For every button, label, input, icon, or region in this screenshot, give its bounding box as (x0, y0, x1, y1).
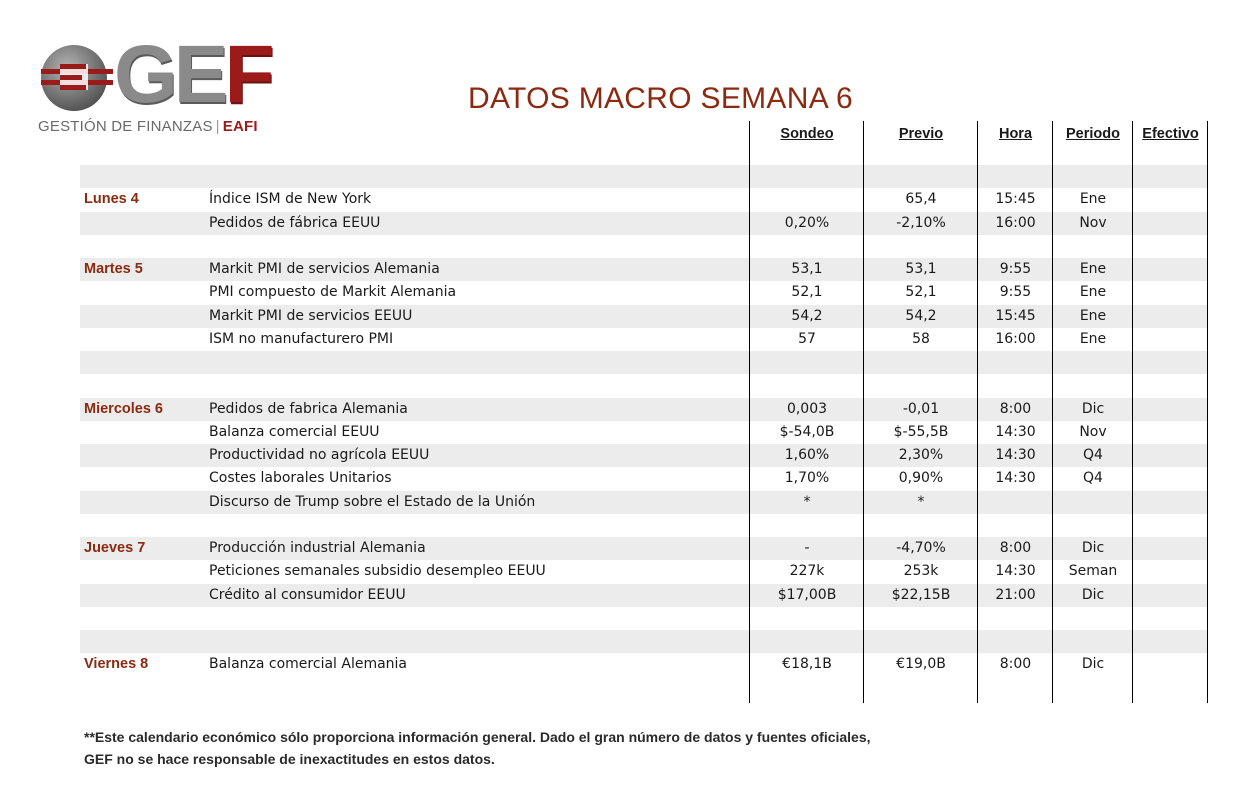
hora-cell: 9:55 (999, 261, 1032, 277)
table-row (80, 351, 1208, 374)
sondeo-cell: 57 (798, 330, 816, 347)
table-row (80, 188, 1208, 211)
sondeo-cell: - (804, 540, 810, 556)
header-efectivo: Efectivo (1142, 126, 1199, 142)
table-row (80, 281, 1208, 304)
gef-wordmark: GEF (114, 29, 271, 120)
previo-cell: $-55,5B (893, 423, 949, 440)
sondeo-cell: 53,1 (791, 261, 823, 277)
table-row (80, 537, 1208, 560)
periodo-cell: Ene (1079, 261, 1107, 277)
column-divider (749, 121, 750, 703)
table-row (80, 444, 1208, 467)
periodo-cell: Seman (1068, 563, 1118, 580)
table-row (80, 421, 1208, 444)
hora-cell: 8:00 (999, 400, 1032, 417)
event-name: Markit PMI de servicios Alemania (209, 261, 440, 277)
day-label: Jueves 7 (84, 540, 146, 556)
hora-cell: 9:55 (999, 284, 1032, 301)
sondeo-cell: $-54,0B (779, 423, 835, 440)
page-title: DATOS MACRO SEMANA 6 (468, 82, 853, 115)
table-row (80, 514, 1208, 537)
event-name: ISM no manufacturero PMI (209, 330, 394, 347)
periodo-cell: Ene (1079, 307, 1107, 324)
table-row (80, 374, 1208, 397)
periodo-cell: Dic (1081, 586, 1105, 603)
hora-cell: 15:45 (995, 191, 1036, 208)
previo-cell: 65,4 (905, 191, 937, 208)
sondeo-cell: 1,70% (784, 470, 830, 487)
event-name: Productividad no agrícola EEUU (209, 447, 430, 463)
footnote-line: GEF no se hace responsable de inexactitudes en estos datos. (84, 751, 495, 767)
disclaimer-footnote (84, 726, 871, 770)
table-row (80, 258, 1208, 281)
table-row (80, 560, 1208, 583)
event-name: Producción industrial Alemania (209, 540, 426, 556)
periodo-cell: Dic (1081, 656, 1105, 673)
event-name: Balanza comercial EEUU (209, 423, 380, 440)
column-divider (1132, 121, 1133, 703)
sondeo-cell: 1,60% (784, 447, 830, 463)
previo-cell: 2,30% (898, 447, 944, 463)
previo-cell: 0,90% (898, 470, 944, 487)
table-row (80, 630, 1208, 653)
hora-cell: 8:00 (999, 656, 1032, 673)
periodo-cell: Ene (1079, 284, 1107, 301)
event-name: Peticiones semanales subsidio desempleo EEUU (209, 563, 546, 580)
table-row (80, 235, 1208, 258)
sondeo-cell: 54,2 (791, 307, 823, 324)
event-name: Discurso de Trump sobre el Estado de la Unión (209, 493, 536, 510)
hora-cell: 8:00 (999, 540, 1032, 556)
previo-cell: 52,1 (905, 284, 937, 301)
event-name: Crédito al consumidor EEUU (209, 586, 406, 603)
table-row (80, 491, 1208, 514)
event-name: Costes laborales Unitarios (209, 470, 392, 487)
event-name: Pedidos de fabrica Alemania (209, 400, 408, 417)
gef-globe-icon (38, 42, 116, 112)
column-divider (863, 121, 864, 703)
previo-cell: 53,1 (905, 261, 937, 277)
table-row (80, 328, 1208, 351)
header-hora: Hora (998, 126, 1033, 142)
day-label: Martes 5 (84, 261, 143, 277)
hora-cell: 15:45 (995, 307, 1036, 324)
hora-cell: 16:00 (995, 214, 1036, 231)
table-row (80, 607, 1208, 630)
table-row (80, 653, 1208, 676)
event-name: Pedidos de fábrica EEUU (209, 214, 381, 231)
periodo-cell: Ene (1079, 191, 1107, 208)
previo-cell: -4,70% (896, 540, 946, 556)
previo-cell: 253k (903, 563, 939, 580)
header-previo: Previo (898, 126, 944, 142)
previo-cell: -0,01 (902, 400, 940, 417)
hora-cell: 14:30 (995, 563, 1036, 580)
hora-cell: 21:00 (995, 586, 1036, 603)
hora-cell: 14:30 (995, 470, 1036, 487)
event-name: Balanza comercial Alemania (209, 656, 408, 673)
day-label: Miercoles 6 (84, 400, 163, 417)
sondeo-cell: * (803, 493, 811, 510)
table-row (80, 165, 1208, 188)
previo-cell: 58 (912, 330, 930, 347)
table-row (80, 398, 1208, 421)
table-row (80, 305, 1208, 328)
periodo-cell: Nov (1079, 214, 1107, 231)
day-label: Viernes 8 (84, 656, 149, 673)
previo-cell: -2,10% (896, 214, 946, 231)
periodo-cell: Ene (1079, 330, 1107, 347)
logo-tagline: GESTIÓN DE FINANZAS | EAFI (38, 118, 258, 135)
table-row (80, 584, 1208, 607)
previo-cell: €19,0B (896, 656, 946, 673)
periodo-cell: Q4 (1083, 470, 1103, 487)
sondeo-cell: €18,1B (782, 656, 832, 673)
hora-cell: 14:30 (995, 423, 1036, 440)
sondeo-cell: 227k (789, 563, 825, 580)
previo-cell: * (917, 493, 925, 510)
event-name: Índice ISM de New York (209, 191, 372, 208)
column-divider (1207, 121, 1208, 703)
sondeo-cell: $17,00B (777, 586, 837, 603)
day-label: Lunes 4 (84, 191, 139, 208)
header-periodo: Periodo (1066, 126, 1120, 142)
previo-cell: $22,15B (891, 586, 951, 603)
footnote-line: **Este calendario económico sólo proporciona información general. Dado el gran número de datos y fuentes oficiales, (84, 729, 871, 745)
periodo-cell: Dic (1081, 540, 1105, 556)
sondeo-cell: 0,20% (784, 214, 830, 231)
table-row (80, 467, 1208, 490)
column-divider (1052, 121, 1053, 703)
hora-cell: 16:00 (995, 330, 1036, 347)
header-sondeo: Sondeo (780, 126, 834, 142)
sondeo-cell: 52,1 (791, 284, 823, 301)
event-name: PMI compuesto de Markit Alemania (209, 284, 457, 301)
macro-table (80, 121, 1208, 703)
event-name: Markit PMI de servicios EEUU (209, 307, 413, 324)
periodo-cell: Q4 (1083, 447, 1103, 463)
column-divider (977, 121, 978, 703)
sondeo-cell: 0,003 (786, 400, 828, 417)
periodo-cell: Dic (1081, 400, 1105, 417)
previo-cell: 54,2 (905, 307, 937, 324)
periodo-cell: Nov (1079, 423, 1107, 440)
hora-cell: 14:30 (995, 447, 1036, 463)
table-row (80, 212, 1208, 235)
